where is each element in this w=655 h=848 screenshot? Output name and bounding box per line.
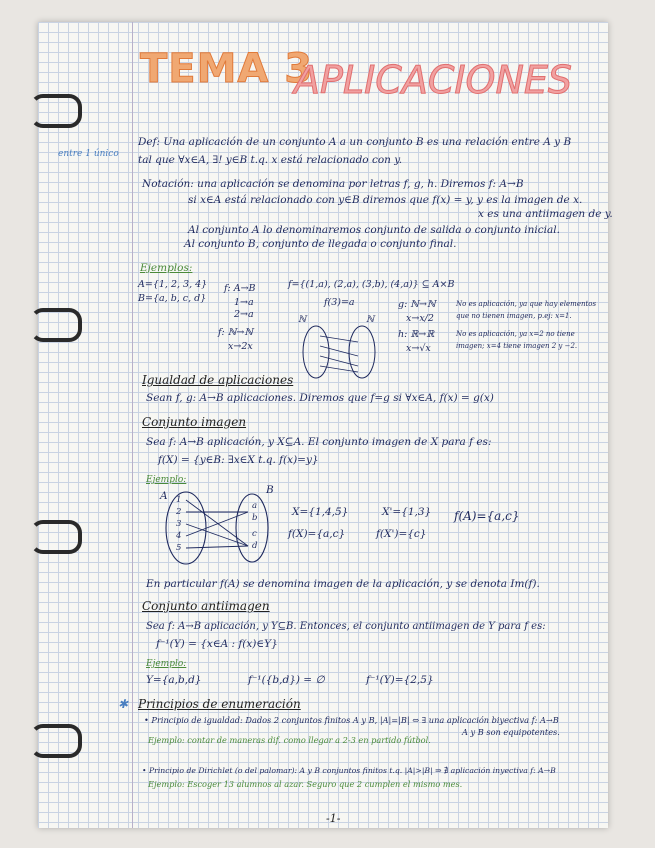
h-note-1: No es aplicación, ya x=2 no tiene [456, 330, 575, 338]
set-a: A={1, 2, 3, 4} [138, 279, 208, 290]
nat-right: ℕ [366, 315, 375, 325]
preimage-heading: Conjunto antiimagen [142, 599, 270, 613]
counting-p2: • Principio de Dirichlet (o del palomar): A y B conjuntos finitos t.q. |A|>|B| ⇒ ∄ aplicación inyectiva f: A→B [142, 766, 556, 775]
binder-ring [30, 520, 82, 554]
map1-def: f: A→B [224, 283, 256, 294]
equality-text: Sean f, g: A→B aplicaciones. Diremos que f=g si ∀x∈A, f(x) = g(x) [146, 392, 494, 404]
image-closing: En particular f(A) se denomina imagen de la aplicación, y se denota Im(f). [146, 578, 540, 590]
margin-note: entre 1 único [58, 149, 119, 159]
star-icon: ✱ [118, 697, 129, 711]
left-item: 2 [176, 507, 182, 517]
counting-p1: • Principio de igualdad: Dados 2 conjuntos finitos A y B, |A|=|B| ⇔ ∃ una aplicación biyectiva f: A→B [144, 715, 559, 725]
preimage-ex3: f⁻¹(Y)={2,5} [366, 674, 434, 686]
image-set-line2: f(X) = {y∈B: ∃x∈X t.q. f(x)=y} [158, 454, 319, 466]
map1-1: 1→a [234, 297, 254, 308]
definition-line2: tal que ∀x∈A, ∃! y∈B t.q. x está relacionado con y. [138, 154, 403, 166]
h-note-2: imagen; x=4 tiene imagen 2 y −2. [456, 342, 578, 350]
x-set-1: X={1,4,5} [292, 506, 349, 518]
image-set-line1: Sea f: A→B aplicación, y X⊆A. El conjunto imagen de X para f es: [146, 436, 492, 448]
map2-rule: x→2x [228, 341, 253, 352]
preimage-line2: f⁻¹(Y) = {x∈A : f(x)∈Y} [156, 638, 278, 650]
margin-line [132, 22, 133, 828]
g-map-rule: x→x/2 [406, 313, 434, 324]
f-a-set: f(A)={a,c} [454, 509, 520, 523]
notebook-page [38, 22, 613, 828]
g-map-def: g: ℕ→ℕ [398, 299, 436, 310]
map1-2: 2→a [234, 309, 254, 320]
right-item: b [252, 513, 258, 523]
image-mapping-diagram [156, 484, 278, 568]
binder-ring [30, 308, 82, 342]
f-x-set-1: f(X)={a,c} [288, 528, 346, 540]
image-example-label: Ejemplo: [146, 475, 187, 485]
examples-label: Ejemplos: [140, 262, 193, 274]
g-note-2: que no tienen imagen, p.ej: x=1. [456, 312, 572, 320]
g-note-1: No es aplicación, ya que hay elementos [456, 300, 597, 308]
notation-line3: x es una antiimagen de y. [478, 208, 613, 220]
counting-heading: Principios de enumeración [138, 697, 301, 711]
h-map-def: h: ℝ→ℝ [398, 329, 435, 340]
nat-left: ℕ [298, 315, 307, 325]
left-item: 4 [176, 531, 182, 541]
preimage-ex2: f⁻¹({b,d}) = ∅ [248, 674, 325, 686]
notation-line5: Al conjunto B, conjunto de llegada o conjunto final. [184, 238, 457, 250]
h-map-rule: x→√x [406, 343, 431, 354]
counting-p1b: A y B son equipotentes. [462, 727, 560, 737]
notation-line2: si x∈A está relacionado con y∈B diremos que f(x) = y, y es la imagen de x. [188, 194, 583, 206]
notation-line1: Notación: una aplicación se denomina por letras f, g, h. Diremos f: A→B [142, 178, 524, 190]
right-item: d [252, 541, 258, 551]
f-of-3: f(3)=a [324, 297, 355, 308]
image-set-heading: Conjunto imagen [142, 415, 247, 429]
title-subject: APLICACIONES [294, 58, 573, 102]
set-b: B={a, b, c, d} [138, 293, 207, 304]
definition-line1: Def: Una aplicación de un conjunto A a un conjunto B es una relación entre A y B [138, 136, 572, 148]
nat-mapping-diagram [300, 322, 380, 382]
diagram-b-label: B [266, 484, 274, 496]
page-number: -1- [326, 812, 341, 825]
left-item: 3 [176, 519, 182, 529]
right-item: a [252, 501, 258, 511]
left-item: 1 [176, 495, 182, 505]
binder-ring [30, 94, 82, 128]
diagram-a-label: A [160, 490, 168, 502]
notation-line4: Al conjunto A lo denominaremos conjunto de salida o conjunto inicial. [188, 224, 560, 236]
counting-p2-example: Ejemplo: Escoger 13 alumnos al azar. Seguro que 2 cumplen el mismo mes. [148, 779, 463, 789]
x-set-2: X'={1,3} [382, 506, 432, 518]
equality-heading: Igualdad de aplicaciones [142, 373, 294, 387]
preimage-ex1: Y={a,b,d} [146, 674, 202, 686]
binder-ring [30, 724, 82, 758]
preimage-line1: Sea f: A→B aplicación, y Y⊆B. Entonces, el conjunto antiimagen de Y para f es: [146, 621, 546, 632]
right-item: c [252, 529, 257, 539]
counting-p1-example: Ejemplo: contar de maneras dif. como llegar a 2-3 en partido fútbol. [148, 735, 431, 745]
preimage-example-label: Ejemplo: [146, 659, 187, 669]
title-tema: TEMA 3 [140, 46, 314, 92]
left-item: 5 [176, 543, 182, 553]
f-x-set-2: f(X')={c} [376, 528, 427, 540]
map2-def: f: ℕ→ℕ [218, 327, 254, 338]
graph-of-f: f={(1,a), (2,a), (3,b), (4,a)} ⊆ A×B [288, 279, 455, 290]
